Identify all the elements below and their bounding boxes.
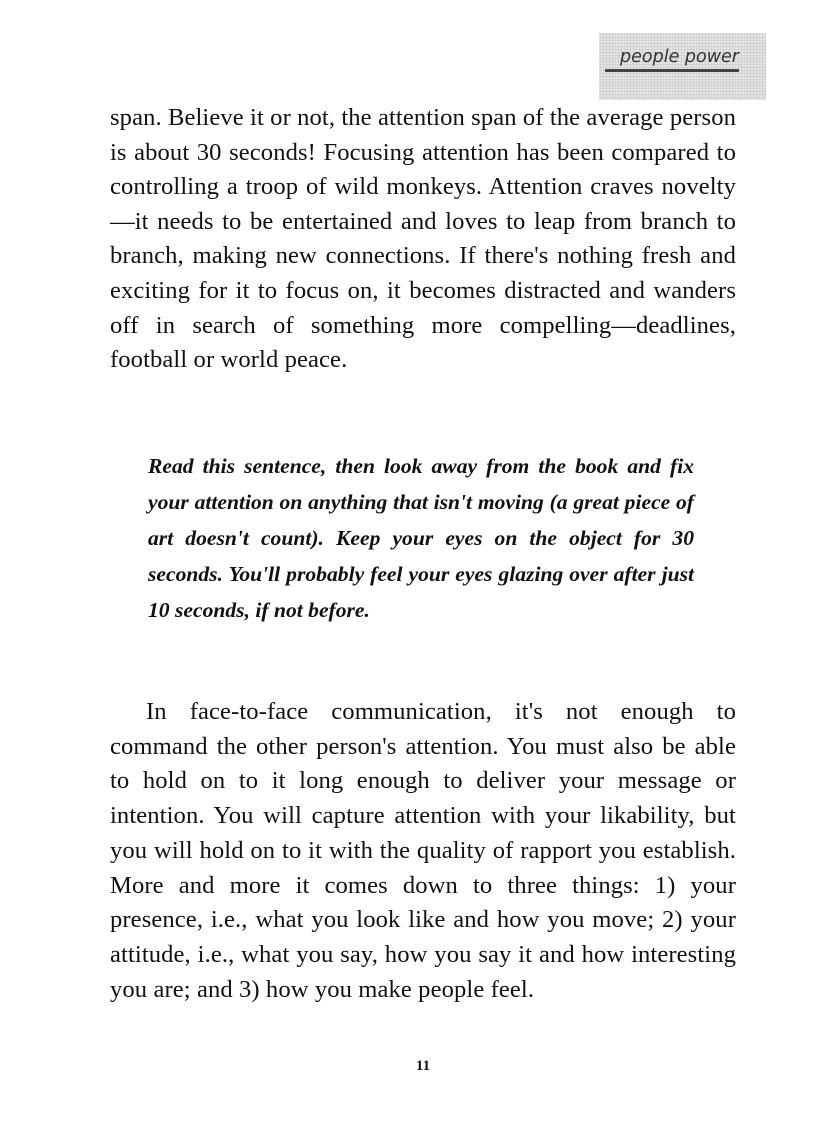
exercise-callout: Read this sentence, then look away from the book and fix your attention on anything that isn't moving (a great piece of art doesn't count). Keep your eyes on the object for 30 seconds. You'll probably feel your eyes glazing over after just 10 seconds, if not before.: [148, 454, 694, 622]
running-head-title: people power: [605, 46, 739, 72]
body-paragraph-1: span. Believe it or not, the attention span of the average person is about 30 seconds! Focusing attention has been compared to controlling a troop of wild monkeys. Attention craves novelty—it needs to be entertained and loves to leap from branch to branch, making new connections. If there's nothing fresh and exciting for it to focus on, it becomes distracted and wanders off in search of something more compelling—deadlines, football or world peace.: [110, 104, 736, 374]
body-paragraph-2: In face-to-face communication, it's not enough to command the other person's attention. You must also be able to hold on to it long enough to deliver your message or intention. You will capture attention with your likability, but you will hold on to it with the quality of rapport you establish. More and more it comes down to three things: 1) your presence, i.e., what you look like and how you move; 2) your attitude, i.e., what you say, how you say it and how interesting you are; and 3) how you make people feel.: [110, 698, 736, 1003]
running-head: [599, 33, 766, 100]
page-number: 11: [415, 1058, 431, 1074]
